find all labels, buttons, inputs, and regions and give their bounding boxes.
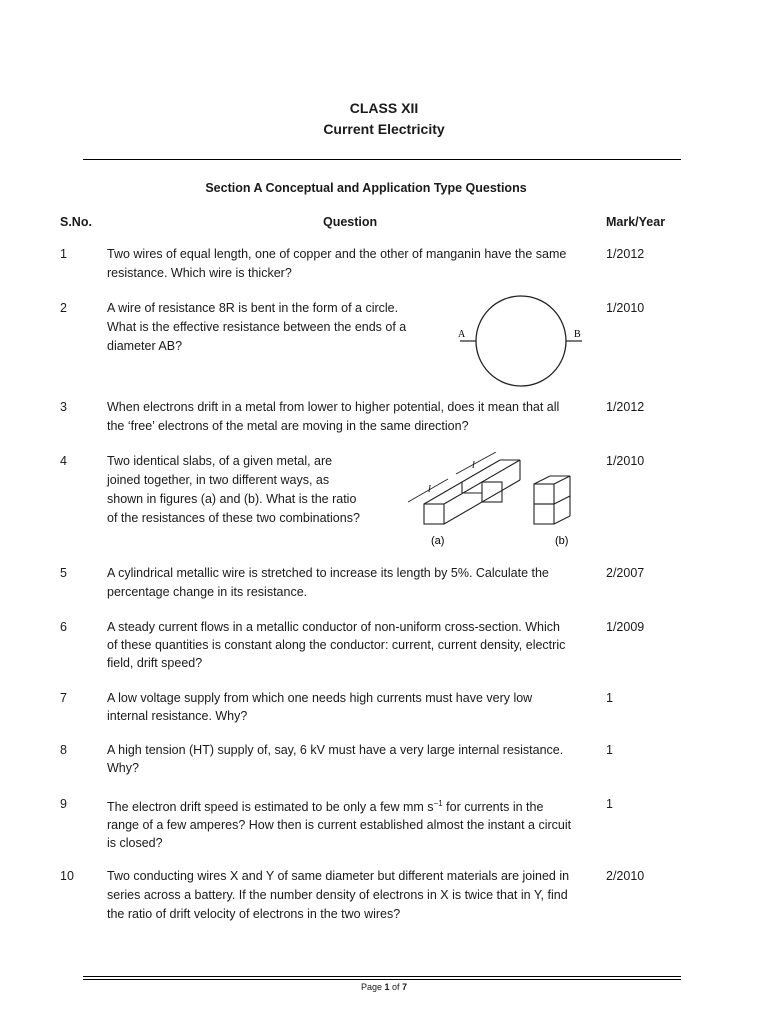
question-mark: 1 [606, 691, 613, 705]
question-text: Two conducting wires X and Y of same diameter but different materials are joined in series across a battery. If the number density of electrons in X is twice that in Y, find the ratio of drift velocity of electrons in the two wires? [107, 869, 570, 921]
question-text: A steady current flows in a metallic conductor of non-uniform cross-section. Which of these quantities is constant along the conductor: current, current density, electric field, drift speed? [107, 620, 566, 670]
question-mark: 1/2010 [606, 301, 645, 315]
question-mark: 1/2010 [606, 454, 645, 468]
length-label-1: l [428, 484, 431, 495]
question-text: A high tension (HT) supply of, say, 6 kV must have a very large internal resistance. Why? [107, 743, 564, 775]
label-b: B [574, 329, 581, 340]
question-number: 9 [60, 797, 67, 811]
question-number: 1 [60, 247, 67, 261]
length-marker [408, 452, 496, 502]
caption-a: (a) [431, 535, 445, 547]
col-header-mark: Mark/Year [606, 215, 666, 229]
slabs-figure [404, 452, 586, 550]
question-number: 3 [60, 400, 67, 414]
question-text: A cylindrical metallic wire is stretched to increase its length by 5%. Calculate the percentage change in its resistance. [107, 566, 549, 599]
question-mark: 1 [606, 797, 613, 811]
question-text: Two wires of equal length, one of copper and the other of manganin have the same resistance. Which wire is thicker? [107, 247, 567, 280]
question-number: 10 [60, 869, 74, 883]
wire-circle [476, 296, 566, 386]
length-label-2: l [472, 460, 475, 471]
question-mark: 1 [606, 743, 613, 757]
section-title: Section A Conceptual and Application Type Questions [205, 181, 527, 195]
question-text: The electron drift speed is estimated to be only a few mm $s^{-1}$ for currents in the range of a few amperes? How then is current established almost the instant a circuit is closed? [107, 799, 572, 851]
question-text: Two identical slabs, of a given metal, are joined together, in two different ways, as shown in figures (a) and (b). What is the ratio of the resistances of these two combinations? [107, 454, 360, 525]
question-number: 5 [60, 566, 67, 580]
question-mark: 1/2009 [606, 620, 645, 634]
question-mark: 2/2007 [606, 566, 645, 580]
question-mark: 1/2012 [606, 400, 645, 414]
question-number: 4 [60, 454, 67, 468]
page-footer: Page 1 of 7 [360, 982, 408, 992]
circle-wire-figure [452, 292, 590, 390]
footer-divider-1 [83, 976, 681, 977]
question-number: 6 [60, 620, 67, 634]
question-text: When electrons drift in a metal from lower to higher potential, does it mean that all the ‘free’ electrons of the metal are moving in the same direction? [107, 400, 560, 433]
class-title: CLASS XII [349, 100, 419, 116]
question-number: 8 [60, 743, 67, 757]
footer-divider-2 [83, 979, 681, 980]
question-text: A wire of resistance 8R is bent in the form of a circle. What is the effective resistance between the ends of a diameter AB? [107, 301, 407, 353]
col-header-sno: S.No. [60, 215, 92, 229]
question-text: A low voltage supply from which one needs high currents must have very low internal resistance. Why? [107, 691, 533, 723]
question-number: 2 [60, 301, 67, 315]
label-a: A [458, 329, 466, 340]
question-number: 7 [60, 691, 67, 705]
subject-title: Current Electricity [323, 121, 445, 137]
question-mark: 2/2010 [606, 869, 645, 883]
slabs-stacked [534, 476, 570, 524]
question-mark: 1/2012 [606, 247, 645, 261]
col-header-question: Question [323, 215, 378, 229]
caption-b: (b) [555, 535, 569, 547]
top-divider [83, 159, 681, 160]
